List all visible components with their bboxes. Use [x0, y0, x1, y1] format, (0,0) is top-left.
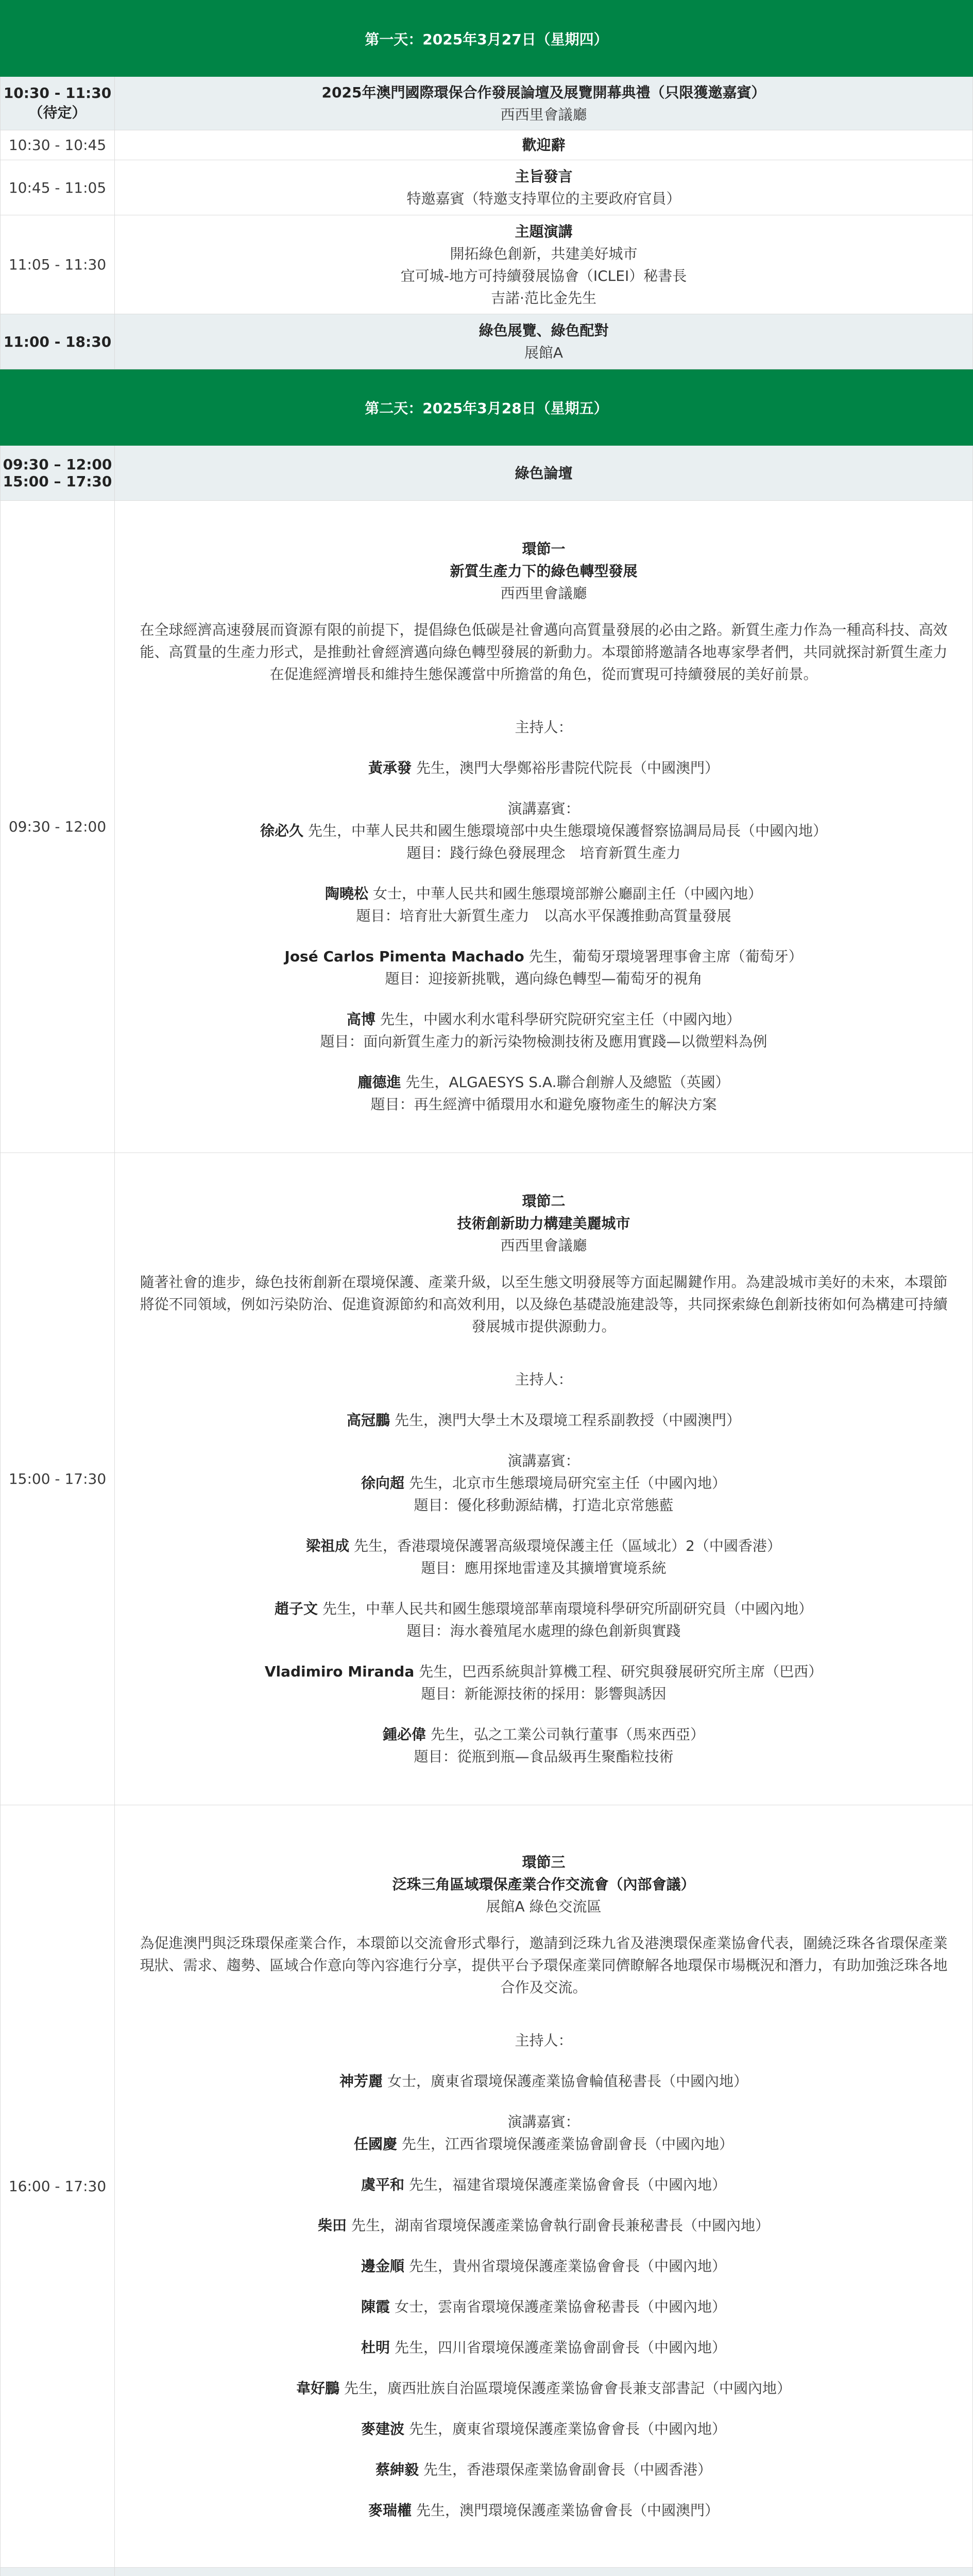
- host-name: 神芳麗: [339, 2073, 383, 2090]
- speaker: [135, 1008, 952, 1053]
- content-cell: [115, 2568, 973, 2576]
- speaker-topic: 題目：海水養殖尾水處理的綠色創新與實踐: [406, 1622, 681, 1639]
- speaker-name: 任國慶: [354, 2136, 398, 2153]
- session-label: 環節一: [522, 540, 566, 557]
- host-title: 女士，廣東省環境保護產業協會輪值秘書長（中國內地）: [383, 2073, 748, 2090]
- session-1: [115, 501, 973, 1153]
- speaker-topic: 題目：新能源技術的採用：影響與誘因: [421, 1685, 667, 1702]
- speaker-name: 陶曉松: [325, 885, 369, 902]
- speaker: [135, 945, 952, 990]
- session-title: 新質生產力下的綠色轉型發展: [450, 563, 638, 580]
- speaker: [135, 2296, 952, 2318]
- host-label: 主持人：: [515, 2032, 573, 2049]
- speaker: [135, 1535, 952, 1579]
- speaker-title: 女士，雲南省環境保護產業協會秘書長（中國內地）: [390, 2298, 726, 2315]
- session-venue: 展館A 綠色交流區: [486, 1898, 602, 1915]
- event-venue: 展館A: [524, 344, 564, 361]
- speaker-title: 先生，中華人民共和國生態環境部中央生態環境保護督察協調局局長（中國內地）: [303, 822, 827, 839]
- speaker: [135, 1598, 952, 1642]
- content-cell: [115, 215, 973, 314]
- host-name: 高冠鵬: [347, 1412, 390, 1429]
- schedule-row: [1, 77, 973, 130]
- event-title: 主旨發言: [515, 168, 573, 185]
- time-cell: 15:00 - 17:30: [1, 1153, 115, 1805]
- session-row: [1, 1153, 973, 1805]
- schedule-row: [1, 160, 973, 215]
- speaker-title: 先生，廣西壯族自治區環境保護產業協會會長兼支部書記（中國內地）: [339, 2380, 791, 2397]
- content-cell: [115, 446, 973, 501]
- speaker: [135, 2174, 952, 2196]
- time-cell: [1, 314, 115, 369]
- speaker: [135, 883, 952, 927]
- session-row: [1, 501, 973, 1153]
- speaker-topic: 題目：迎接新挑戰，邁向綠色轉型—葡萄牙的視角: [385, 970, 703, 987]
- speaker-topic: 題目：優化移動源結構，打造北京常態藍: [414, 1497, 674, 1514]
- session-2: [115, 1153, 973, 1805]
- session-label: 環節二: [522, 1193, 566, 1210]
- speaker: [135, 2133, 952, 2155]
- speaker-topic: 題目：再生經濟中循環用水和避免廢物產生的解決方案: [370, 1096, 717, 1113]
- time-cell: [1, 446, 115, 501]
- host-title: 先生，澳門大學鄭裕彤書院代院長（中國澳門）: [412, 759, 719, 776]
- host-name: 黃承發: [368, 759, 412, 776]
- speaker: [135, 1472, 952, 1516]
- speaker-title: 先生，福建省環境保護產業協會會長（中國內地）: [404, 2176, 726, 2193]
- event-line: 吉諾·范比金先生: [491, 289, 596, 307]
- speakers-label: 演講嘉賓：: [507, 2113, 580, 2130]
- time-cell: 10:45 - 11:05: [1, 160, 115, 215]
- speaker-name: 麥建波: [361, 2420, 405, 2437]
- time-text: 15:00 – 17:30: [3, 473, 112, 490]
- speaker: [135, 1723, 952, 1768]
- event-line: 開拓綠色創新，共建美好城市: [450, 245, 638, 262]
- schedule-row: [1, 215, 973, 314]
- speaker-title: 先生，江西省環境保護產業協會副會長（中國內地）: [397, 2136, 733, 2153]
- speaker-name: 鍾必偉: [383, 1726, 426, 1743]
- speaker-name: 龐德進: [357, 1074, 401, 1091]
- speaker-title: 先生，北京市生態環境局研究室主任（中國內地）: [404, 1475, 726, 1492]
- speaker-name: 趙子文: [275, 1600, 318, 1617]
- speaker: [135, 2377, 952, 2399]
- speaker-name: 陳霞: [361, 2298, 390, 2315]
- day2-header: 第二天：2025年3月28日（星期五）: [1, 369, 973, 446]
- speaker-title: 先生，貴州省環境保護產業協會會長（中國內地）: [404, 2258, 726, 2275]
- host-line: [135, 1409, 952, 1431]
- speaker-topic: 題目：培育壯大新質生產力 以高水平保護推動高質量發展: [356, 907, 731, 924]
- speaker-name: 虞平和: [361, 2176, 405, 2193]
- session-row: [1, 1805, 973, 2568]
- speaker-topic: 題目：面向新質生產力的新污染物檢測技術及應用實踐—以微塑料為例: [320, 1033, 767, 1050]
- speaker-topic: 題目：應用探地雷達及其擴增實境系統: [421, 1560, 667, 1577]
- speaker-name: 徐必久: [260, 822, 304, 839]
- speaker: [135, 1660, 952, 1705]
- schedule-row: [1, 446, 973, 501]
- time-cell: [1, 2568, 115, 2576]
- speaker-name: 麥瑞權: [368, 2502, 412, 2519]
- speaker-title: 先生，巴西系統與計算機工程、研究與發展研究所主席（巴西）: [414, 1663, 823, 1680]
- speaker: [135, 2499, 952, 2521]
- speaker-name: 韋好鵬: [296, 2380, 340, 2397]
- speaker-topic: 題目：踐行綠色發展理念 培育新質生產力: [406, 844, 681, 861]
- time-cell: [1, 77, 115, 130]
- day1-header: 第一天：2025年3月27日（星期四）: [1, 1, 973, 77]
- speaker-name: 徐向超: [361, 1475, 405, 1492]
- content-cell: [115, 130, 973, 160]
- session-title: 泛珠三角區域環保產業合作交流會（內部會議）: [392, 1876, 695, 1893]
- speaker-title: 先生，ALGAESYS S.A.聯合創辦人及總監（英國）: [401, 1074, 730, 1091]
- speaker-name: Vladimiro Miranda: [264, 1663, 415, 1680]
- speaker-title: 先生，湖南省環境保護產業協會執行副會長兼秘書長（中國內地）: [347, 2217, 770, 2234]
- event-title: 綠色展覽、綠色配對: [479, 322, 609, 339]
- speaker: [135, 2459, 952, 2481]
- speakers-label: 演講嘉賓：: [507, 800, 580, 817]
- speaker-title: 先生，中華人民共和國生態環境部華南環境科學研究所副研究員（中國內地）: [318, 1600, 813, 1617]
- event-title: 2025年澳門國際環保合作發展論壇及展覽開幕典禮（只限獲邀嘉賓）: [321, 83, 766, 101]
- speakers-label: 演講嘉賓：: [507, 1452, 580, 1469]
- speaker-title: 先生，香港環保產業協會副會長（中國香港）: [419, 2461, 712, 2478]
- speaker: [135, 2336, 952, 2359]
- session-3: [115, 1805, 973, 2568]
- forum-title: 綠色論壇: [515, 464, 573, 482]
- time-note: （待定）: [28, 104, 87, 121]
- host-line: [135, 757, 952, 779]
- speaker-topic: 題目：從瓶到瓶—食品級再生聚酯粒技術: [414, 1748, 674, 1765]
- host-label: 主持人：: [515, 1371, 573, 1388]
- speaker-name: 高博: [347, 1011, 376, 1028]
- speaker-title: 先生，葡萄牙環境署理事會主席（葡萄牙）: [524, 948, 803, 965]
- session-description: 在全球經濟高速發展而資源有限的前提下，提倡綠色低碳是社會邁向高質量發展的必由之路。新質生產力作為一種高科技、高效能、高質量的生產力形式，是推動社會經濟邁向綠色轉型發展的新動力。本環節將邀請各地專家學者們，共同就探討新質生產力在促進經濟增長和維持生態保護當中所擔當的角色，從而實現可持續發展的美好前景。: [140, 621, 948, 683]
- session-title: 技術創新助力構建美麗城市: [457, 1215, 630, 1232]
- host-label: 主持人：: [515, 719, 573, 736]
- speaker-title: 先生，弘之工業公司執行董事（馬來西亞）: [426, 1726, 705, 1743]
- event-line: 特邀嘉賓（特邀支持單位的主要政府官員）: [406, 190, 681, 207]
- speaker-title: 先生，香港環境保護署高級環境保護主任（區域北）2（中國香港）: [349, 1537, 781, 1554]
- speaker-name: 梁祖成: [306, 1537, 350, 1554]
- speaker-name: 邊金順: [361, 2258, 405, 2275]
- schedule-row: [1, 314, 973, 369]
- session-label: 環節三: [522, 1854, 566, 1871]
- speaker-title: 先生，四川省環境保護產業協會副會長（中國內地）: [390, 2339, 726, 2356]
- speaker-name: 杜明: [361, 2339, 390, 2356]
- event-title: 主題演講: [515, 223, 573, 240]
- schedule-row: [1, 2568, 973, 2576]
- time-text: 10:30 - 11:30: [3, 84, 112, 101]
- speaker-name: 柴田: [318, 2217, 347, 2234]
- host-line: [135, 2070, 952, 2092]
- content-cell: [115, 314, 973, 369]
- time-cell: 16:00 - 17:30: [1, 1805, 115, 2568]
- event-title: [135, 2573, 952, 2576]
- session-description: 為促進澳門與泛珠環保產業合作，本環節以交流會形式舉行，邀請到泛珠九省及港澳環保產業協會代表，圍繞泛珠各省環保產業現狀、需求、趨勢、區域合作意向等內容進行分享，提供平台予環保產業同儕瞭解各地環保市場概況和潛力，有助加強泛珠各地合作及交流。: [140, 1935, 948, 1996]
- speaker-title: 先生，廣東省環境保護產業協會會長（中國內地）: [404, 2420, 726, 2437]
- speaker-name: 蔡紳毅: [375, 2461, 419, 2478]
- time-text: 11:00 - 18:30: [3, 333, 112, 350]
- session-venue: 西西里會議廳: [500, 1237, 587, 1254]
- time-text: 09:30 – 12:00: [3, 456, 112, 473]
- speaker: [135, 2214, 952, 2236]
- speaker: [135, 820, 952, 864]
- speaker-name: José Carlos Pimenta Machado: [284, 948, 524, 965]
- speaker: [135, 2255, 952, 2277]
- host-title: 先生，澳門大學土木及環境工程系副教授（中國澳門）: [390, 1412, 741, 1429]
- time-cell: 10:30 - 10:45: [1, 130, 115, 160]
- speaker-title: 女士，中華人民共和國生態環境部辦公廳副主任（中國內地）: [368, 885, 762, 902]
- content-cell: [115, 160, 973, 215]
- content-cell: [115, 77, 973, 130]
- event-title: 歡迎辭: [522, 137, 566, 154]
- day2-header-row: [1, 369, 973, 446]
- time-cell: 09:30 - 12:00: [1, 501, 115, 1153]
- speaker-title: 先生，中國水利水電科學研究院研究室主任（中國內地）: [375, 1011, 741, 1028]
- day1-header-row: [1, 1, 973, 77]
- speaker: [135, 2418, 952, 2440]
- event-venue: 西西里會議廳: [500, 106, 587, 123]
- schedule-row: [1, 130, 973, 160]
- event-line: 宜可城-地方可持續發展協會（ICLEI）秘書長: [400, 267, 687, 284]
- time-cell: 11:05 - 11:30: [1, 215, 115, 314]
- session-venue: 西西里會議廳: [500, 585, 587, 602]
- session-description: 隨著社會的進步，綠色技術創新在環境保護、產業升級，以至生態文明發展等方面起關鍵作用。為建設城市美好的未來，本環節將從不同領域，例如污染防治、促進資源節約和高效利用，以及綠色基礎設施建設等，共同探索綠色創新技術如何為構建可持續發展城市提供源動力。: [140, 1274, 948, 1335]
- speaker: [135, 1071, 952, 1115]
- speaker-title: 先生，澳門環境保護產業協會會長（中國澳門）: [412, 2502, 719, 2519]
